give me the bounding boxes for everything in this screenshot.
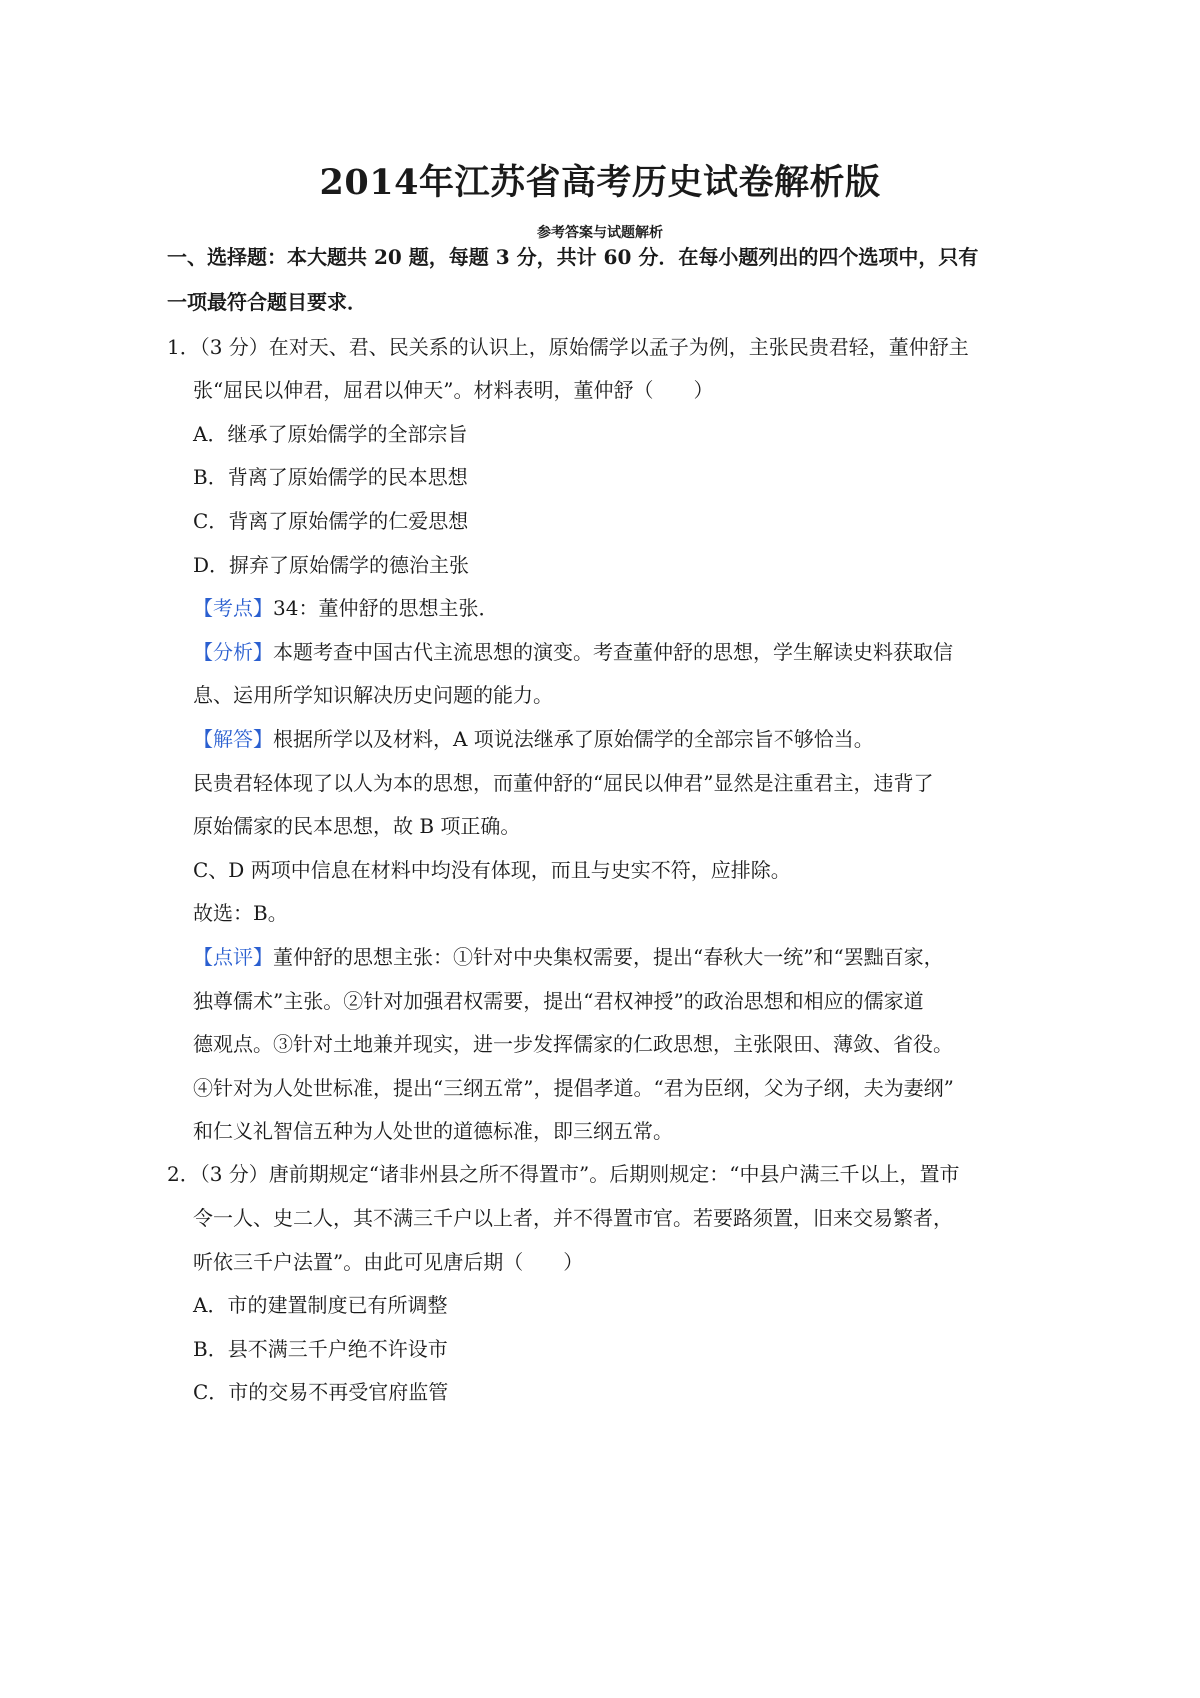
q1-jieda-line-3: 原始儒家的民本思想，故 B 项正确。 (193, 814, 521, 838)
q1-dianping-line-5: 和仁义礼智信五种为人处世的道德标准，即三纲五常。 (193, 1119, 673, 1143)
q1-stem-line-1: 1．（3 分）在对天、君、民关系的认识上，原始儒学以孟子为例，主张民贵君轻，董仲舒主 (167, 335, 969, 359)
jieda-tag: 【解答】 (193, 727, 273, 751)
q1-option-b: B．背离了原始儒学的民本思想 (193, 465, 468, 489)
q1-jieda-line-4: C、D 两项中信息在材料中均没有体现，而且与史实不符，应排除。 (193, 858, 791, 882)
section-header-line-1: 一、选择题：本大题共 20 题，每题 3 分，共计 60 分．在每小题列出的四个选项中，只有 (167, 245, 979, 269)
q2-stem-line-2: 令一人、史二人，其不满三千户以上者，并不得置市官。若要路须置，旧来交易繁者， (193, 1206, 953, 1230)
jieda-text-1: 根据所学以及材料，A 项说法继承了原始儒学的全部宗旨不够恰当。 (273, 727, 874, 751)
q1-option-c: C．背离了原始儒学的仁爱思想 (193, 509, 469, 533)
kaodian-text: 34：董仲舒的思想主张． (273, 596, 499, 620)
q2-option-a: A．市的建置制度已有所调整 (193, 1293, 448, 1317)
section-header-line-2: 一项最符合题目要求． (167, 290, 367, 314)
dianping-tag: 【点评】 (193, 945, 273, 969)
fenxi-text-1: 本题考查中国古代主流思想的演变。考查董仲舒的思想，学生解读史料获取信 (273, 640, 953, 664)
q1-option-d: D．摒弃了原始儒学的德治主张 (193, 553, 470, 577)
q2-stem-line-3: 听依三千户法置”。由此可见唐后期（ ） (193, 1250, 584, 1274)
q1-jieda-line-5: 故选：B。 (193, 901, 288, 925)
q1-jieda-line-1 (193, 725, 874, 753)
q1-jieda-line-2: 民贵君轻体现了以人为本的思想，而董仲舒的“屈民以伸君”显然是注重君主，违背了 (193, 771, 934, 795)
q1-fenxi-line-2: 息、运用所学知识解决历史问题的能力。 (193, 683, 553, 707)
q2-option-b: B．县不满三千户绝不许设市 (193, 1337, 448, 1361)
fenxi-tag: 【分析】 (193, 640, 273, 664)
q1-kaodian (193, 594, 498, 622)
q1-dianping-line-1 (193, 943, 944, 971)
q2-option-c: C．市的交易不再受官府监管 (193, 1380, 449, 1404)
q1-option-a: A．继承了原始儒学的全部宗旨 (193, 422, 468, 446)
q1-dianping-line-3: 德观点。③针对土地兼并现实，进一步发挥儒家的仁政思想，主张限田、薄敛、省役。 (193, 1032, 953, 1056)
q1-dianping-line-2: 独尊儒术”主张。②针对加强君权需要，提出“君权神授”的政治思想和相应的儒家道 (193, 989, 924, 1013)
q1-dianping-line-4: ④针对为人处世标准，提出“三纲五常”，提倡孝道。“君为臣纲，父为子纲，夫为妻纲” (193, 1076, 954, 1100)
q1-stem-line-2: 张“屈民以伸君，屈君以伸天”。材料表明，董仲舒（ ） (193, 378, 714, 402)
dianping-text-1: 董仲舒的思想主张：①针对中央集权需要，提出“春秋大一统”和“罢黜百家， (273, 945, 944, 969)
page-title: 2014年江苏省高考历史试卷解析版 (319, 162, 881, 203)
q1-fenxi-line-1 (193, 638, 953, 666)
kaodian-tag: 【考点】 (193, 596, 273, 620)
q2-stem-line-1: 2．（3 分）唐前期规定“诸非州县之所不得置市”。后期则规定：“中县户满三千以上，置市 (167, 1162, 960, 1186)
page-subtitle: 参考答案与试题解析 (537, 225, 663, 241)
